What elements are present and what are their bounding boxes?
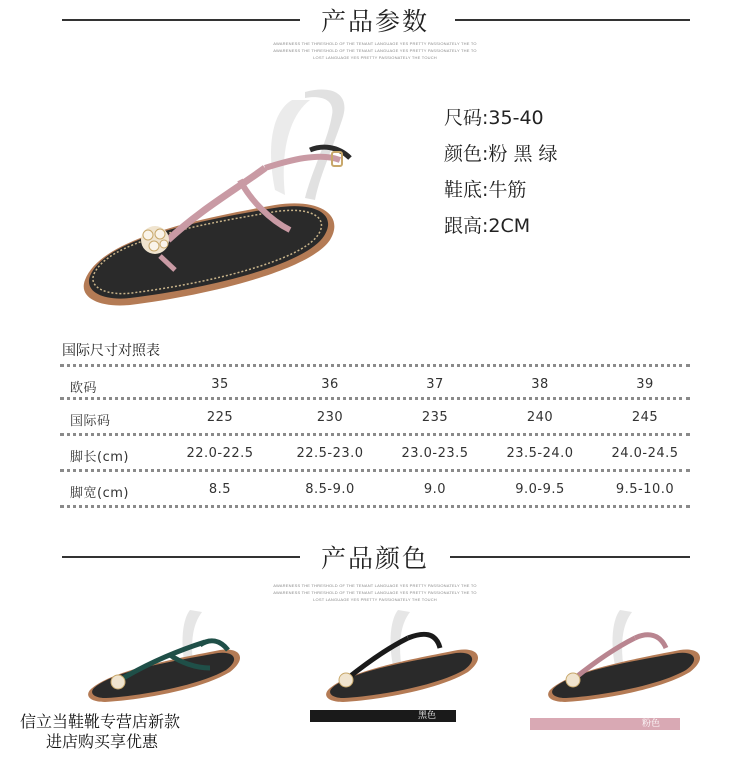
row-label: 脚宽(cm)	[70, 486, 129, 501]
table-cell: 240	[526, 410, 554, 425]
table-row	[60, 400, 690, 436]
colors-section-header	[0, 537, 750, 577]
table-cell: 39	[636, 377, 654, 392]
table-cell: 9.0	[423, 482, 447, 497]
variant-green[interactable]	[80, 600, 260, 720]
table-cell: 235	[421, 410, 449, 425]
colors-section-title: 产品颜色	[0, 539, 750, 575]
fine-print-1: AWARENESS THE THRESHOLD OF THE TENANT LANGUAGE YES PRETTY PASSIONATELY THE TO AWARENESS THE THRESHOLD OF THE TENANT LANGUAGE YES PRETTY PASSIONATELY THE TO LOST LANGUAGE YES PRETTY PASSIONATELY THE TOUCH	[273, 41, 477, 60]
table-cell: 37	[426, 377, 444, 392]
table-cell: 225	[206, 410, 234, 425]
table-cell: 38	[531, 377, 549, 392]
table-cell: 23.0-23.5	[401, 446, 469, 461]
table-cell: 245	[631, 410, 659, 425]
row-label: 欧码	[70, 381, 98, 396]
table-cell: 22.5-23.0	[296, 446, 364, 461]
table-cell: 22.0-22.5	[186, 446, 254, 461]
table-cell: 9.0-9.5	[515, 482, 565, 497]
product-params	[444, 104, 558, 248]
size-table	[60, 364, 690, 508]
variant-pink-tag: 粉色	[530, 718, 680, 730]
params-section-title: 产品参数	[0, 2, 750, 38]
table-cell: 36	[321, 377, 339, 392]
table-row	[60, 364, 690, 400]
param-heel-height: 跟高:2CM	[444, 215, 531, 237]
table-row	[60, 472, 690, 508]
fine-print-2: AWARENESS THE THRESHOLD OF THE TENANT LANGUAGE YES PRETTY PASSIONATELY THE TO AWARENESS THE THRESHOLD OF THE TENANT LANGUAGE YES PRETTY PASSIONATELY THE TO LOST LANGUAGE YES PRETTY PASSIONATELY THE TOUCH	[273, 583, 477, 602]
row-label: 脚长(cm)	[70, 450, 129, 465]
params-section-header	[0, 0, 750, 40]
param-sole: 鞋底:牛筋	[444, 179, 527, 201]
table-cell: 8.5	[208, 482, 232, 497]
table-cell: 23.5-24.0	[506, 446, 574, 461]
row-label: 国际码	[70, 414, 111, 429]
table-cell: 8.5-9.0	[305, 482, 355, 497]
table-cell: 230	[316, 410, 344, 425]
param-size: 尺码:35-40	[444, 107, 544, 129]
variant-black-tag: 黑色	[310, 710, 456, 722]
size-table-title: 国际尺寸对照表	[62, 343, 160, 359]
variant-black[interactable]	[318, 600, 498, 720]
main-product-image	[60, 80, 390, 330]
table-cell: 24.0-24.5	[611, 446, 679, 461]
variant-pink[interactable]	[540, 600, 720, 720]
table-cell: 35	[211, 377, 229, 392]
store-note-line1: 信立当鞋靴专营店新款	[20, 712, 181, 731]
store-promo-note	[20, 712, 180, 752]
table-row	[60, 436, 690, 472]
table-cell: 9.5-10.0	[615, 482, 675, 497]
param-color: 颜色:粉 黑 绿	[444, 143, 558, 165]
store-note-line2: 进店购买享优惠	[46, 732, 159, 751]
